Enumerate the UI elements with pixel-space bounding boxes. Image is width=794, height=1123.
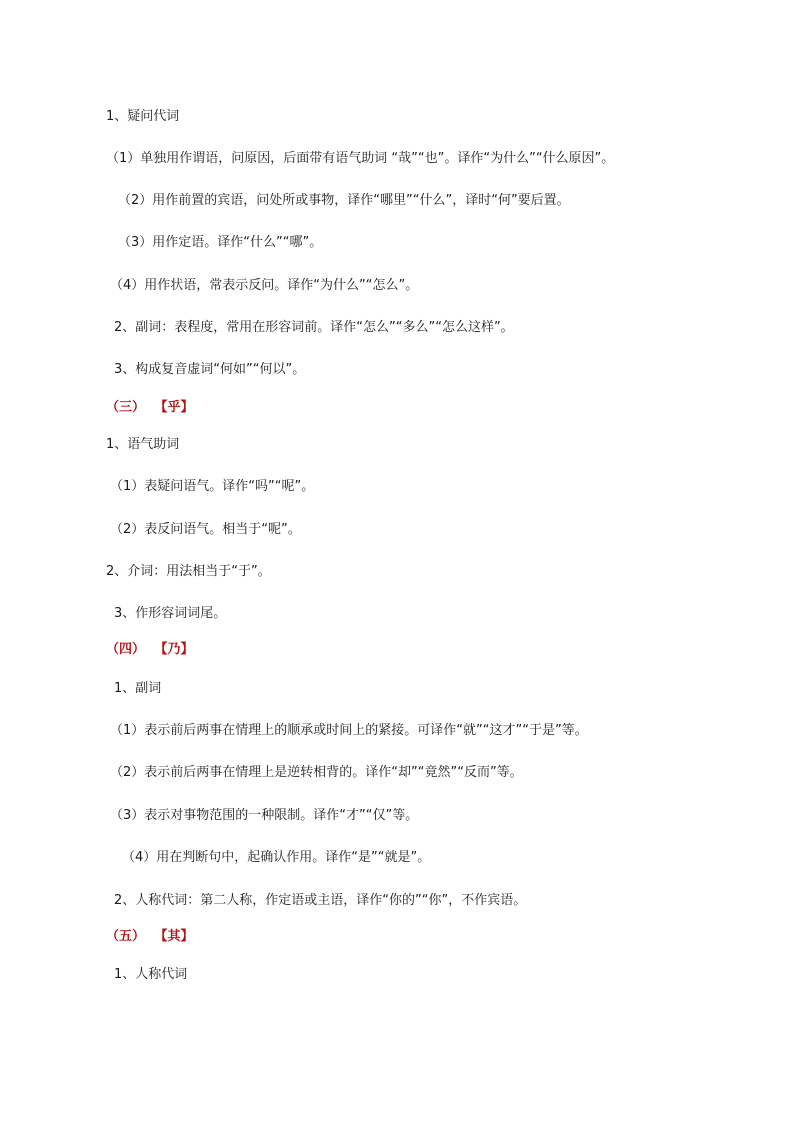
item-personal-pronoun: 1、人称代词 — [114, 967, 188, 982]
sub-item-1: （1）表示前后两事在情理上的顺承或时间上的紧接。可译作“就”“这才”“于是”等。 — [110, 723, 588, 738]
item-preposition: 2、介词：用法相当于“于”。 — [106, 564, 271, 579]
section-keyword: 【乃】 — [161, 642, 194, 657]
item-adverb: 2、副词：表程度，常用在形容词前。译作“怎么”“多么”“怎么这样”。 — [114, 320, 514, 335]
sub-item-2: （2）表反问语气。相当于“呢”。 — [110, 522, 301, 537]
section-number: （五） — [106, 929, 146, 944]
sub-item-2: （2）表示前后两事在情理上是逆转相背的。译作“却”“竟然”“反而”等。 — [110, 765, 523, 780]
item-personal-pronoun: 2、人称代词：第二人称，作定语或主语，译作“你的”“你”，不作宾语。 — [114, 893, 527, 908]
sub-item-4: （4）用在判断句中，起确认作用。译作“是”“就是”。 — [122, 850, 431, 865]
item-adjective-suffix: 3、作形容词词尾。 — [114, 606, 227, 621]
section-heading-qi — [106, 928, 194, 946]
sub-item-4: （4）用作状语，常表示反问。译作“为什么”“怎么”。 — [110, 278, 419, 293]
sub-item-2: （2）用作前置的宾语，问处所或事物，译作“哪里”“什么”，译时“何”要后置。 — [118, 193, 570, 208]
section-keyword: 【乎】 — [161, 400, 194, 415]
item-compound-word: 3、构成复音虚词“何如”“何以”。 — [114, 362, 306, 377]
sub-item-1: （1）表疑问语气。译作“吗”“呢”。 — [110, 479, 315, 494]
item-interrogative-pronoun: 1、疑问代词 — [106, 109, 180, 124]
item-modal-particle: 1、语气助词 — [106, 437, 180, 452]
sub-item-3: （3）表示对事物范围的一种限制。译作“才”“仅”等。 — [110, 808, 419, 823]
sub-item-3: （3）用作定语。译作“什么”“哪”。 — [118, 235, 323, 250]
item-adverb: 1、副词 — [114, 681, 162, 696]
section-heading-hu — [106, 399, 194, 417]
section-keyword: 【其】 — [161, 929, 194, 944]
section-number: （三） — [106, 400, 146, 415]
section-heading-nai — [106, 641, 194, 659]
sub-item-1: （1）单独用作谓语，问原因，后面带有语气助词 “哉”“也”。译作“为什么”“什么原因”。 — [106, 151, 615, 166]
section-number: （四） — [106, 642, 146, 657]
